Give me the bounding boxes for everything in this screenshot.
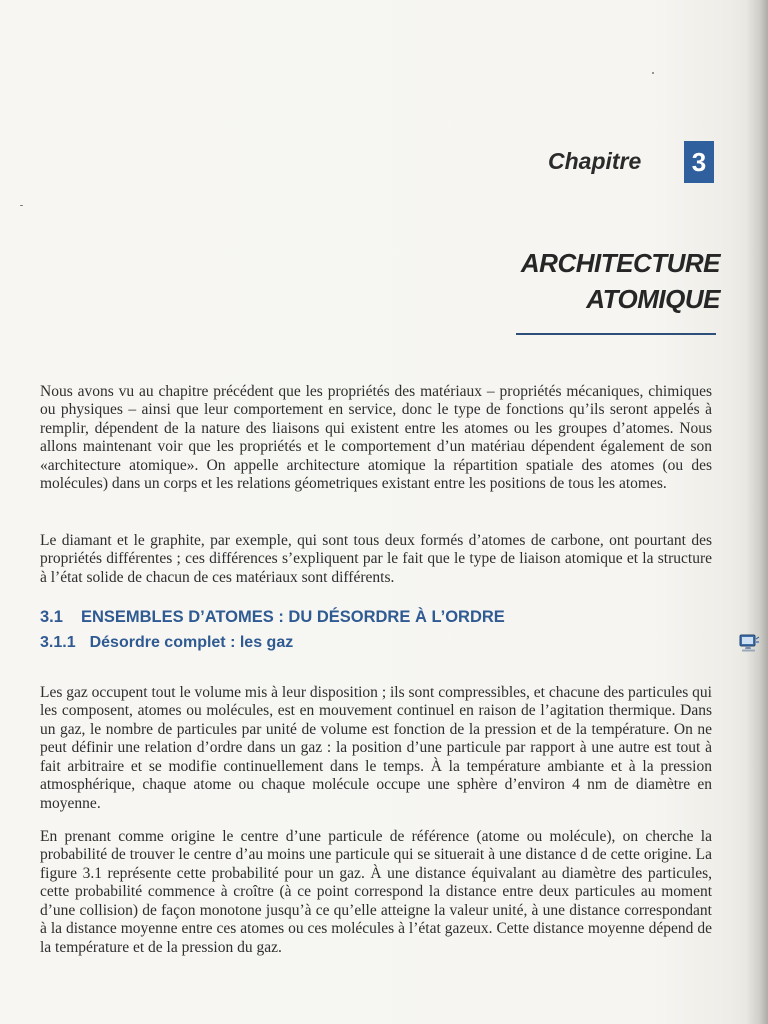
- page-edge-shadow: [746, 0, 768, 1024]
- section-heading: [40, 608, 505, 627]
- gas-paragraph-1: Les gaz occupent tout le volume mis à leur disposition ; ils sont compressibles, et chacune des particules qui les composent, atomes ou molécules, est en mouvement continuel en raison de l’agitation thermique. Dans un gaz, le nombre de particules par unité de volume est fonction de la pression et de la température. On ne peut définir une relation d’ordre dans un gaz : la position d’une particule par rapport à une autre est tout à fait arbitraire et se modifie continuellement dans le temps. À la température ambiante et à la pression atmosphérique, chaque atome ou chaque molécule occupe une sphère d’environ 4 nm de diamètre en moyenne.: [40, 683, 712, 812]
- scan-speck: [652, 72, 654, 74]
- chapter-label: Chapitre: [548, 148, 642, 174]
- subsection-title: Désordre complet : les gaz: [89, 634, 294, 651]
- chapter-title: [521, 245, 720, 317]
- subsection-number: 3.1.1: [40, 634, 76, 651]
- section-number: 3.1: [40, 608, 63, 626]
- chapter-title-line2: ATOMIQUE: [586, 284, 720, 314]
- intro-paragraph-2: Le diamant et le graphite, par exemple, qui sont tous deux formés d’atomes de carbone, ont pourtant des propriétés différentes ; ces différences s’expliquent par le fait que le type de liaison atomique et la structure à l’état solide de chacun de ces matériaux sont différents.: [40, 531, 712, 586]
- scan-speck: [20, 205, 23, 206]
- computer-monitor-icon: [737, 631, 761, 655]
- section-title: ENSEMBLES D’ATOMES : DU DÉSORDRE À L’ORDRE: [80, 608, 505, 626]
- chapter-number-badge: 3: [684, 141, 714, 183]
- intro-paragraph-1: Nous avons vu au chapitre précédent que les propriétés des matériaux – propriétés mécaniques, chimiques ou physiques – ainsi que leur comportement en service, donc le type de fonctions qu’ils seront appelés à remplir, dépendent de la nature des liaisons qui existent entre les atomes ou les groupes d’atomes. Nous allons maintenant voir que les propriétés et le comportement d’un matériau dépendent également de son «architecture atomique». On appelle architecture atomique la répartition spatiale des atomes (ou des molécules) dans un corps et les relations géometriques existant entre les positions de tous les atomes.: [40, 382, 712, 492]
- title-underline-rule: [516, 333, 716, 335]
- gas-paragraph-2: En prenant comme origine le centre d’une particule de référence (atome ou molécule), on cherche la probabilité de trouver le centre d’au moins une particule qui se situerait à une distance d de cette origine. La figure 3.1 représente cette probabilité pour un gaz. À une distance équivalant au diamètre des particules, cette probabilité commence à croître (à ce point correspond la distance entre deux particules au moment d’une collision) de façon monotone jusqu’à ce qu’elle atteigne la valeur unité, à une distance correspondant à la distance moyenne entre ces atomes ou ces molécules à l’état gazeux. Cette distance moyenne dépend de la température et de la pression du gaz.: [40, 827, 712, 956]
- subsection-heading: [40, 634, 293, 652]
- chapter-title-line1: ARCHITECTURE: [520, 248, 720, 278]
